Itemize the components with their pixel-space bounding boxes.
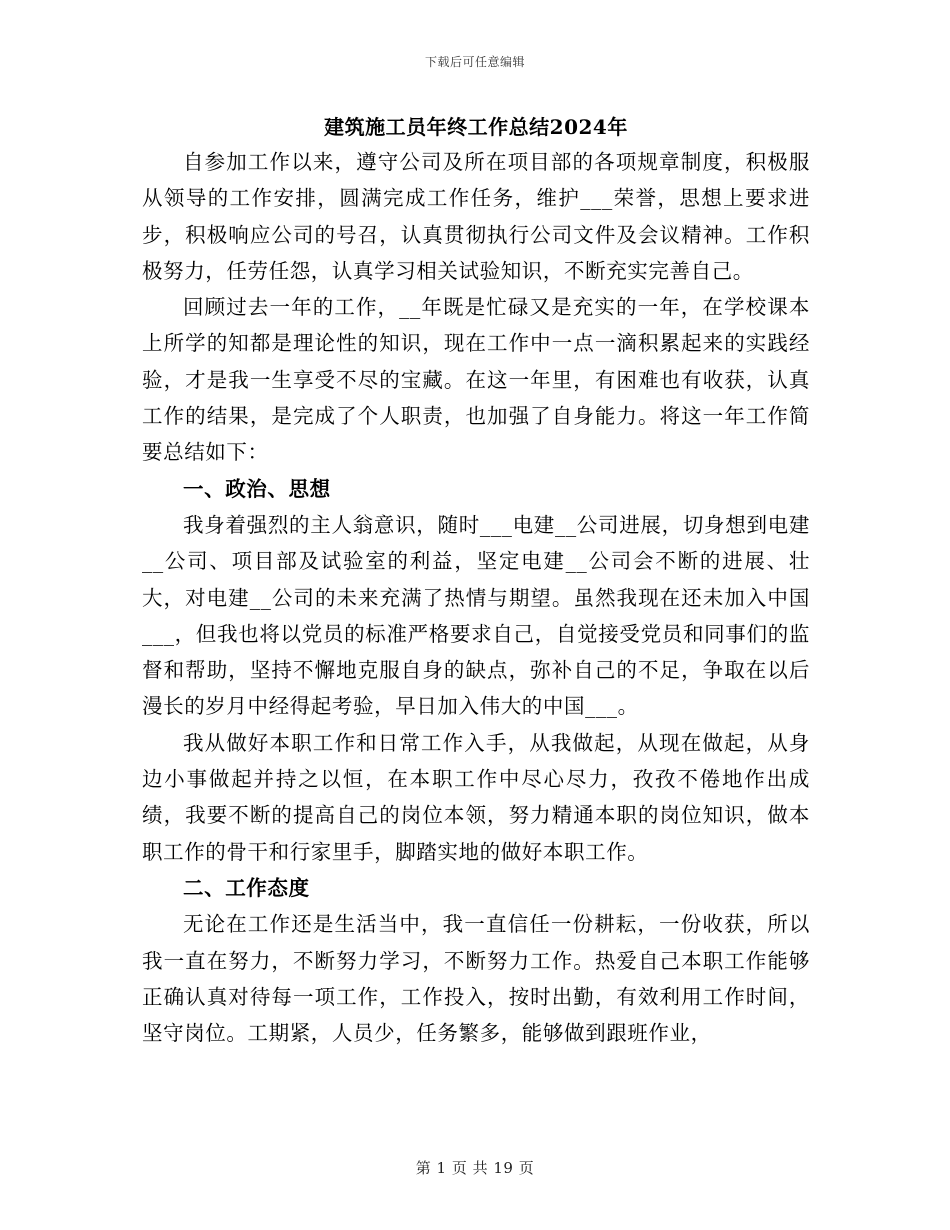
page-number-footer: 第 1 页 共 19 页 [415, 1159, 535, 1177]
document-title: 建筑施工员年终工作总结2024年 [324, 115, 628, 139]
document-body [142, 112, 810, 1051]
section-heading-work-attitude: 二、工作态度 [183, 875, 310, 900]
intro-paragraph-1: 自参加工作以来，遵守公司及所在项目部的各项规章制度，积极服从领导的工作安排，圆满完成工作任务，维护___荣誉，思想上要求进步，积极响应公司的号召，认真贯彻执行公司文件及会议精神。工作积极努力，任劳任怨，认真学习相关试验知识，不断充实完善自己。 [142, 150, 810, 283]
section-heading-politics: 一、政治、思想 [183, 476, 331, 501]
intro-paragraph-2: 回顾过去一年的工作，__年既是忙碌又是充实的一年，在学校课本上所学的知都是理论性的知识，现在工作中一点一滴积累起来的实践经验，才是我一生享受不尽的宝藏。在这一年里，有困难也有收获，认真工作的结果，是完成了个人职责，也加强了自身能力。将这一年工作简要总结如下： [142, 295, 810, 465]
politics-paragraph-1: 我身着强烈的主人翁意识，随时___电建__公司进展，切身想到电建__公司、项目部及试验室的利益，坚定电建__公司会不断的进展、壮大，对电建__公司的未来充满了热情与期望。虽然我现在还未加入中国___，但我也将以党员的标准严格要求自己，自觉接受党员和同事们的监督和帮助，坚持不懈地克服自身的缺点，弥补自己的不足，争取在以后漫长的岁月中经得起考验，早日加入伟大的中国___。 [142, 512, 810, 719]
politics-paragraph-2: 我从做好本职工作和日常工作入手，从我做起，从现在做起，从身边小事做起并持之以恒，在本职工作中尽心尽力，孜孜不倦地作出成绩，我要不断的提高自己的岗位本领，努力精通本职的岗位知识，做本职工作的骨干和行家里手，脚踏实地的做好本职工作。 [142, 730, 810, 864]
header-note: 下载后可任意编辑 [424, 55, 525, 69]
work-attitude-paragraph-1: 无论在工作还是生活当中，我一直信任一份耕耘，一份收获，所以我一直在努力，不断努力学习，不断努力工作。热爱自己本职工作能够正确认真对待每一项工作，工作投入，按时出勤，有效利用工作时间，坚守岗位。工期紧，人员少，任务繁多，能够做到跟班作业， [142, 912, 810, 1046]
